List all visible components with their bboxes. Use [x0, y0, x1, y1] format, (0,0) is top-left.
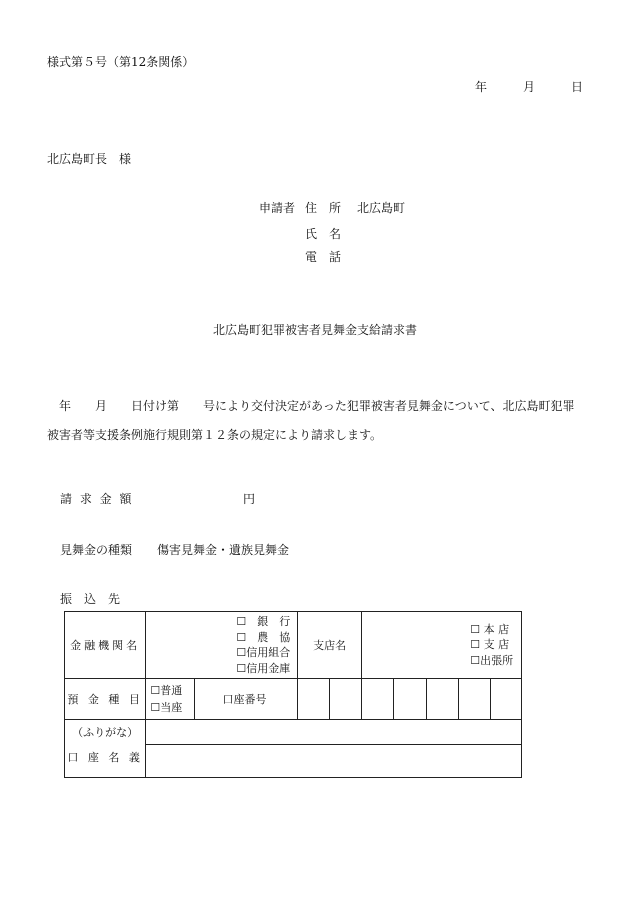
- body-year: 年: [59, 399, 72, 413]
- account-digit-cell[interactable]: [297, 679, 329, 720]
- body-month: 月: [95, 399, 108, 413]
- furigana-input-cell[interactable]: [146, 720, 522, 745]
- document-title: 北広島町犯罪被害者見舞金支給請求書: [212, 323, 417, 337]
- body-text-1: 号により交付決定があった犯罪被害者見舞金について、北広島町犯罪: [203, 399, 575, 413]
- account-holder-input-cell[interactable]: [146, 745, 522, 778]
- head-office-checkbox[interactable]: ☐ 本 店: [470, 622, 510, 636]
- date-day: 日: [571, 80, 584, 94]
- deposit-type-cell: [146, 679, 194, 720]
- branch-label: 支店名: [297, 612, 361, 679]
- current-checkbox[interactable]: ☐当座: [150, 701, 183, 714]
- transfer-label: 振 込 先: [60, 592, 121, 606]
- deposit-row: [65, 679, 522, 720]
- account-holder-label: 口 座 名 義: [65, 745, 146, 778]
- date-year: 年: [475, 80, 488, 94]
- credit-union-checkbox[interactable]: ☐信用組合: [236, 646, 291, 659]
- date-month: 月: [523, 80, 536, 94]
- applicant-label: 申請者: [259, 201, 296, 215]
- benefit-type-label: 見舞金の種類: [60, 543, 133, 557]
- institution-name-cell[interactable]: [146, 612, 298, 679]
- body-day-ref: 日付け第: [131, 399, 180, 413]
- institution-label: 金融機関名: [65, 612, 146, 679]
- addressee: 北広島町長 様: [47, 152, 132, 166]
- account-digit-cell[interactable]: [394, 679, 426, 720]
- branch-name-cell[interactable]: [362, 612, 522, 679]
- furigana-label: （ふりがな）: [65, 720, 146, 745]
- institution-row: [65, 612, 522, 679]
- name-label: 氏 名: [305, 227, 342, 241]
- agri-coop-checkbox[interactable]: ☐ 農 協: [236, 630, 291, 644]
- account-digit-cell[interactable]: [330, 679, 362, 720]
- transfer-table: [64, 611, 522, 778]
- account-digit-cell[interactable]: [490, 679, 521, 720]
- account-digit-cell[interactable]: [458, 679, 490, 720]
- furigana-row: [65, 720, 522, 745]
- deposit-type-label: 預 金 種 目: [65, 679, 146, 720]
- address-value: 北広島町: [357, 201, 406, 215]
- sub-branch-checkbox[interactable]: ☐出張所: [470, 653, 514, 667]
- account-digit-cell[interactable]: [426, 679, 458, 720]
- account-number-label: 口座番号: [194, 679, 297, 720]
- request-body: [47, 392, 590, 450]
- ordinary-checkbox[interactable]: ☐普通: [150, 684, 183, 697]
- address-label: 住 所: [305, 201, 342, 215]
- bank-checkbox[interactable]: ☐ 銀 行: [236, 615, 291, 628]
- phone-label: 電 話: [305, 250, 342, 264]
- branch-office-checkbox[interactable]: ☐ 支 店: [470, 638, 510, 652]
- holder-row: [65, 745, 522, 778]
- claim-amount-unit: 円: [243, 492, 256, 506]
- claim-amount-label: 請 求 金 額: [60, 492, 134, 506]
- form-number: 様式第５号（第12条関係）: [47, 55, 195, 69]
- shinkin-bank-checkbox[interactable]: ☐信用金庫: [236, 661, 291, 675]
- account-digit-cell[interactable]: [362, 679, 394, 720]
- body-text-2: 被害者等支援条例施行規則第１２条の規定により請求します。: [47, 428, 383, 442]
- benefit-type-value: 傷害見舞金・遺族見舞金: [157, 543, 290, 557]
